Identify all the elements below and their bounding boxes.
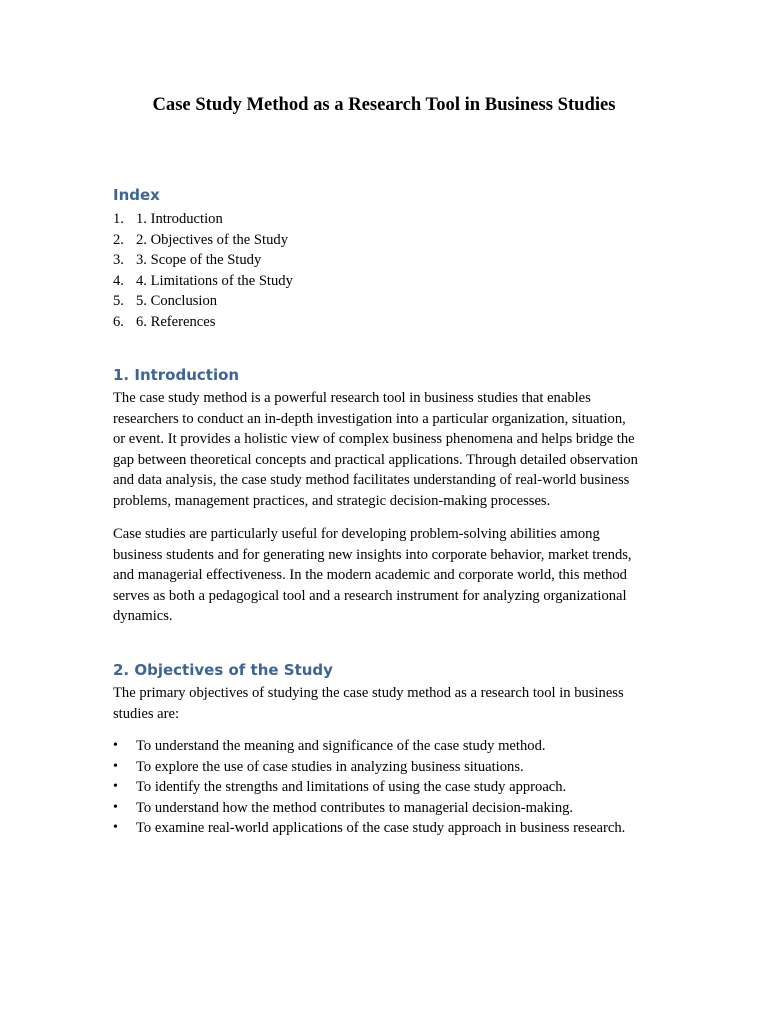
text-line: studies are:	[113, 705, 180, 722]
objectives-list	[113, 736, 625, 839]
index-item-number: 4.	[113, 272, 124, 289]
text-line: serves as both a pedagogical tool and a research instrument for analyzing organizational	[113, 587, 627, 604]
introduction-heading: 1. Introduction	[113, 366, 240, 384]
objective-item	[113, 757, 625, 778]
index-item	[113, 312, 293, 333]
index-item	[113, 230, 293, 251]
index-item-number: 5.	[113, 293, 124, 310]
introduction-paragraph-1	[113, 388, 661, 512]
text-line: business students and for generating new insights into corporate behavior, market trends,	[113, 546, 632, 563]
objective-item	[113, 777, 625, 798]
objective-item	[113, 818, 625, 839]
objective-text: To understand the meaning and significance of the case study method.	[136, 738, 546, 754]
index-heading: Index	[113, 186, 160, 204]
index-item	[113, 250, 293, 271]
text-line: and data analysis, the case study method facilitates understanding of real-world business	[113, 472, 630, 489]
objective-text: To examine real-world applications of the case study approach in business research.	[136, 820, 626, 837]
objective-text: To explore the use of case studies in analyzing business situations.	[136, 758, 524, 775]
index-item-label: 3. Scope of the Study	[136, 252, 262, 269]
index-list	[113, 209, 293, 333]
text-line: The primary objectives of studying the case study method as a research tool in business	[113, 685, 624, 701]
index-item	[113, 209, 293, 230]
text-line: dynamics.	[113, 608, 173, 625]
bullet-icon: •	[113, 799, 118, 815]
index-item-label: 2. Objectives of the Study	[136, 231, 288, 248]
index-item	[113, 291, 293, 312]
bullet-icon: •	[113, 820, 118, 836]
objectives-heading: 2. Objectives of the Study	[113, 661, 333, 679]
index-item-label: 5. Conclusion	[136, 293, 218, 310]
objective-text: To understand how the method contributes to managerial decision-making.	[136, 799, 574, 816]
objective-text: To identify the strengths and limitations of using the case study approach.	[136, 779, 567, 796]
text-line: or event. It provides a holistic view of complex business phenomena and helps bridge the	[113, 431, 635, 448]
index-item	[113, 271, 293, 292]
introduction-paragraph-2	[113, 524, 661, 627]
document-title: Case Study Method as a Research Tool in Business Studies	[152, 94, 616, 115]
bullet-icon: •	[113, 758, 118, 774]
objective-item	[113, 798, 625, 819]
index-item-number: 1.	[113, 211, 124, 227]
bullet-icon: •	[113, 738, 118, 753]
text-line: researchers to conduct an in-depth investigation into a particular organization, situation,	[113, 410, 626, 427]
text-line: Case studies are particularly useful for developing problem-solving abilities among	[113, 526, 600, 542]
objective-item	[113, 736, 625, 757]
index-item-label: 1. Introduction	[136, 211, 223, 227]
index-item-number: 6.	[113, 313, 124, 330]
objectives-intro	[113, 683, 661, 724]
text-line: problems, management practices, and strategic decision-making processes.	[113, 492, 551, 509]
bullet-icon: •	[113, 779, 118, 795]
text-line: gap between theoretical concepts and practical applications. Through detailed observation	[113, 451, 638, 468]
index-item-label: 6. References	[136, 313, 216, 330]
index-item-label: 4. Limitations of the Study	[136, 272, 293, 289]
index-item-number: 3.	[113, 252, 124, 269]
text-line: The case study method is a powerful research tool in business studies that enables	[113, 390, 591, 406]
text-line: and managerial effectiveness. In the modern academic and corporate world, this method	[113, 567, 627, 584]
index-item-number: 2.	[113, 231, 124, 248]
